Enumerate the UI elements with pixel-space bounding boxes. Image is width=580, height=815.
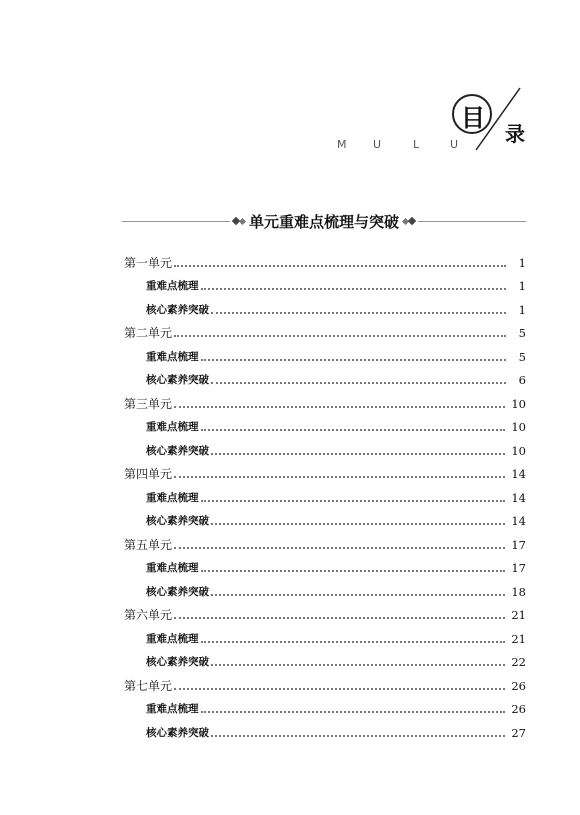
toc-entry-page: 26 bbox=[511, 678, 526, 693]
toc-leader-dots bbox=[174, 617, 505, 619]
section-title: 单元重难点梳理与突破 bbox=[248, 213, 399, 231]
toc-unit-entry[interactable] bbox=[124, 246, 526, 270]
toc-leader-dots bbox=[201, 711, 506, 713]
toc-entry-label: 核心素养突破 bbox=[146, 726, 209, 739]
toc-entry-label: 核心素养突破 bbox=[146, 585, 209, 598]
toc-sub-entry[interactable] bbox=[124, 270, 526, 294]
toc-leader-dots bbox=[174, 547, 505, 549]
toc-unit-entry[interactable] bbox=[124, 387, 526, 411]
toc-leader-dots bbox=[174, 476, 505, 478]
toc-entry-page: 21 bbox=[511, 631, 526, 646]
toc-sub-entry[interactable] bbox=[124, 552, 526, 576]
toc-entry-label: 重难点梳理 bbox=[146, 491, 199, 504]
toc-unit-entry[interactable] bbox=[124, 317, 526, 341]
toc-sub-entry[interactable] bbox=[124, 505, 526, 529]
mulu-letter-3: L bbox=[413, 138, 420, 151]
toc-entry-label: 重难点梳理 bbox=[146, 350, 199, 363]
mulu-letter-1: M bbox=[337, 138, 347, 151]
toc-entry-page: 1 bbox=[518, 255, 526, 270]
toc-leader-dots bbox=[211, 453, 505, 455]
toc-entry-label: 第一单元 bbox=[124, 255, 173, 270]
toc-sub-entry[interactable] bbox=[124, 481, 526, 505]
toc-entry-label: 重难点梳理 bbox=[146, 632, 199, 645]
toc-list bbox=[124, 246, 526, 740]
toc-leader-dots bbox=[201, 359, 507, 361]
toc-leader-dots bbox=[211, 382, 506, 384]
toc-entry-page: 18 bbox=[511, 584, 526, 599]
toc-entry-label: 核心素养突破 bbox=[146, 656, 209, 668]
divider-right bbox=[418, 221, 526, 222]
toc-entry-label: 第四单元 bbox=[124, 467, 173, 481]
toc-entry-page: 10 bbox=[511, 420, 526, 434]
toc-leader-dots bbox=[174, 265, 506, 267]
toc-leader-dots bbox=[174, 406, 505, 408]
toc-unit-entry[interactable] bbox=[124, 528, 526, 552]
toc-leader-dots bbox=[211, 664, 505, 666]
toc-leader-dots bbox=[211, 594, 505, 596]
toc-sub-entry[interactable] bbox=[124, 622, 526, 646]
toc-sub-entry[interactable] bbox=[124, 575, 526, 599]
toc-entry-page: 5 bbox=[518, 349, 526, 364]
toc-leader-dots bbox=[174, 688, 505, 690]
toc-entry-page: 6 bbox=[518, 373, 526, 387]
toc-leader-dots bbox=[201, 288, 507, 290]
toc-sub-entry[interactable] bbox=[124, 693, 526, 717]
toc-entry-label: 第六单元 bbox=[124, 608, 173, 622]
toc-entry-page: 17 bbox=[511, 537, 526, 552]
toc-unit-entry[interactable] bbox=[124, 599, 526, 623]
toc-leader-dots bbox=[211, 735, 505, 737]
toc-sub-entry[interactable] bbox=[124, 340, 526, 364]
mulu-pinyin bbox=[337, 138, 457, 154]
toc-entry-label: 重难点梳理 bbox=[146, 280, 199, 292]
toc-entry-page: 26 bbox=[511, 702, 526, 716]
toc-entry-label: 重难点梳理 bbox=[146, 421, 199, 433]
toc-entry-label: 第三单元 bbox=[124, 396, 173, 411]
toc-leader-dots bbox=[174, 335, 506, 337]
title-char-lu: 录 bbox=[505, 122, 525, 146]
toc-sub-entry[interactable] bbox=[124, 716, 526, 740]
toc-entry-label: 重难点梳理 bbox=[146, 562, 199, 574]
toc-leader-dots bbox=[211, 312, 506, 314]
toc-entry-label: 第七单元 bbox=[124, 678, 173, 693]
toc-entry-label: 第二单元 bbox=[124, 326, 173, 340]
mulu-letter-2: U bbox=[373, 138, 382, 151]
toc-sub-entry[interactable] bbox=[124, 293, 526, 317]
toc-entry-label: 第五单元 bbox=[124, 537, 173, 552]
toc-unit-entry[interactable] bbox=[124, 458, 526, 482]
toc-entry-page: 5 bbox=[518, 326, 526, 340]
toc-entry-label: 核心素养突破 bbox=[146, 303, 209, 316]
toc-header bbox=[0, 0, 580, 170]
toc-entry-page: 17 bbox=[511, 561, 526, 575]
toc-leader-dots bbox=[201, 641, 506, 643]
toc-sub-entry[interactable] bbox=[124, 411, 526, 435]
toc-sub-entry[interactable] bbox=[124, 434, 526, 458]
toc-entry-page: 10 bbox=[511, 396, 526, 411]
toc-entry-label: 核心素养突破 bbox=[146, 515, 209, 527]
toc-entry-label: 核心素养突破 bbox=[146, 374, 209, 386]
toc-unit-entry[interactable] bbox=[124, 669, 526, 693]
toc-entry-page: 14 bbox=[511, 514, 526, 528]
toc-entry-page: 27 bbox=[511, 725, 526, 740]
toc-entry-page: 1 bbox=[518, 302, 526, 317]
toc-entry-label: 核心素养突破 bbox=[146, 444, 209, 457]
toc-entry-page: 14 bbox=[511, 490, 526, 505]
toc-leader-dots bbox=[211, 523, 505, 525]
toc-leader-dots bbox=[201, 500, 506, 502]
toc-entry-page: 1 bbox=[518, 279, 526, 293]
toc-sub-entry[interactable] bbox=[124, 646, 526, 670]
mulu-letter-4: U bbox=[450, 138, 459, 151]
toc-entry-page: 22 bbox=[511, 655, 526, 669]
toc-entry-page: 21 bbox=[511, 608, 526, 622]
section-title-bar bbox=[122, 211, 526, 233]
toc-entry-label: 重难点梳理 bbox=[146, 703, 199, 715]
toc-leader-dots bbox=[201, 429, 506, 431]
toc-leader-dots bbox=[201, 570, 506, 572]
title-char-mu: 目 bbox=[461, 103, 485, 132]
toc-entry-page: 14 bbox=[511, 467, 526, 481]
toc-entry-page: 10 bbox=[511, 443, 526, 458]
toc-sub-entry[interactable] bbox=[124, 364, 526, 388]
